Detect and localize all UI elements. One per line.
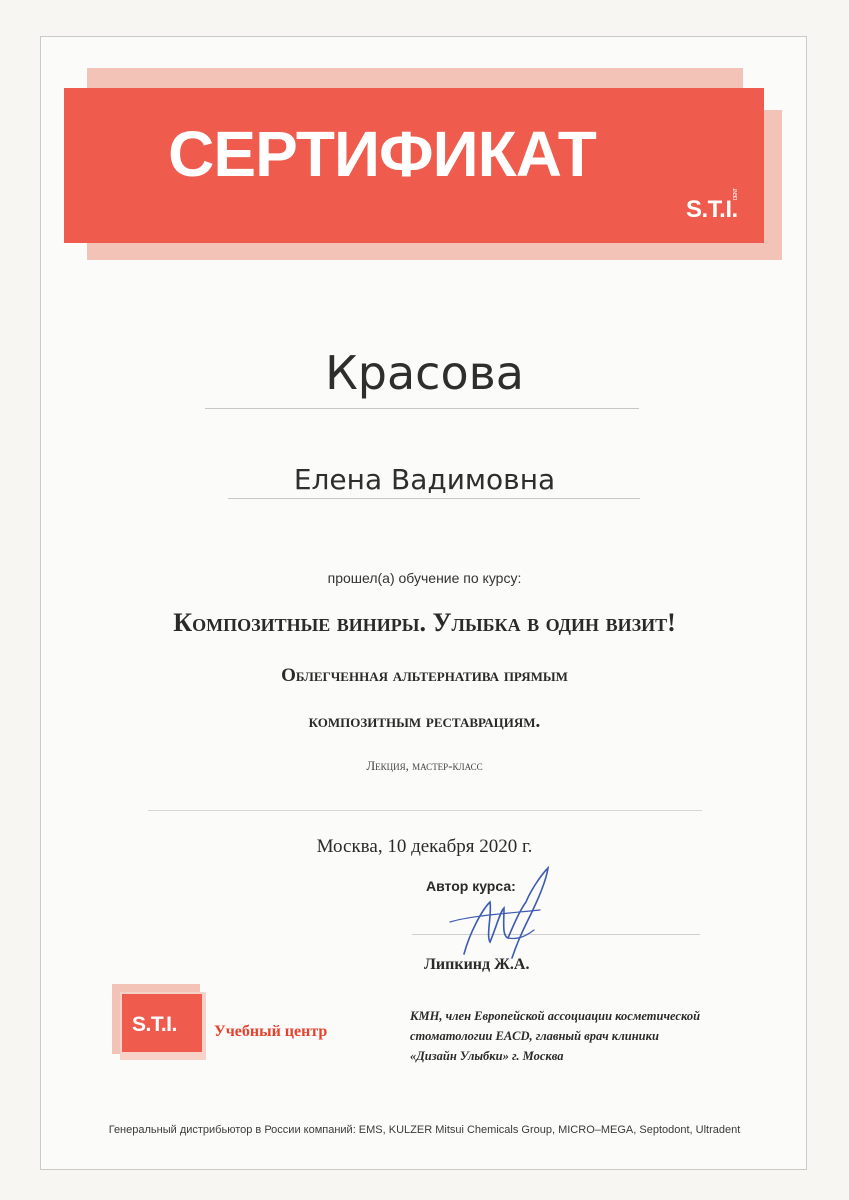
divider — [205, 408, 639, 409]
divider — [148, 810, 702, 811]
course-intro: прошел(а) обучение по курсу: — [327, 570, 522, 586]
divider — [228, 498, 640, 499]
banner-shadow — [87, 243, 782, 260]
training-center-logo-text: S.T.I. — [132, 1013, 177, 1036]
course-subtitle-line2: композитным реставрациям. — [308, 711, 541, 732]
course-subtitle-line1: Облегченная альтернатива прямым — [281, 665, 568, 686]
brand-logo — [686, 188, 739, 223]
brand-logo-text: S.T.I. — [686, 196, 738, 223]
author-label: Автор курса: — [426, 878, 516, 894]
event-date: Москва, 10 декабря 2020 г. — [316, 836, 533, 857]
author-description-line: КМН, член Европейской ассоциации косметической — [410, 1009, 701, 1023]
author-description-line: «Дизайн Улыбки» г. Москва — [410, 1049, 564, 1063]
course-format: Лекция, мастер-класс — [366, 758, 483, 773]
recipient-surname: Красова — [325, 346, 524, 400]
recipient-given-names: Елена Вадимовна — [293, 463, 556, 496]
training-center-label: Учебный центр — [214, 1023, 328, 1040]
brand-logo-sub: DENT — [733, 188, 739, 200]
author-description — [410, 1006, 770, 1066]
author-description-line: стоматологии EACD, главный врач клиники — [410, 1029, 659, 1043]
author-name: Липкинд Ж.А. — [424, 956, 530, 973]
banner-shadow — [764, 110, 782, 260]
banner-shadow — [87, 68, 743, 88]
footer-distributors: Генеральный дистрибьютор в России компаний: EMS, KULZER Mitsui Chemicals Group, MICRO–MEGA, Septodont, Ultradent — [108, 1124, 741, 1136]
course-title: Композитные виниры. Улыбка в один визит! — [173, 608, 676, 637]
certificate-title: СЕРТИФИКАТ — [168, 118, 596, 190]
